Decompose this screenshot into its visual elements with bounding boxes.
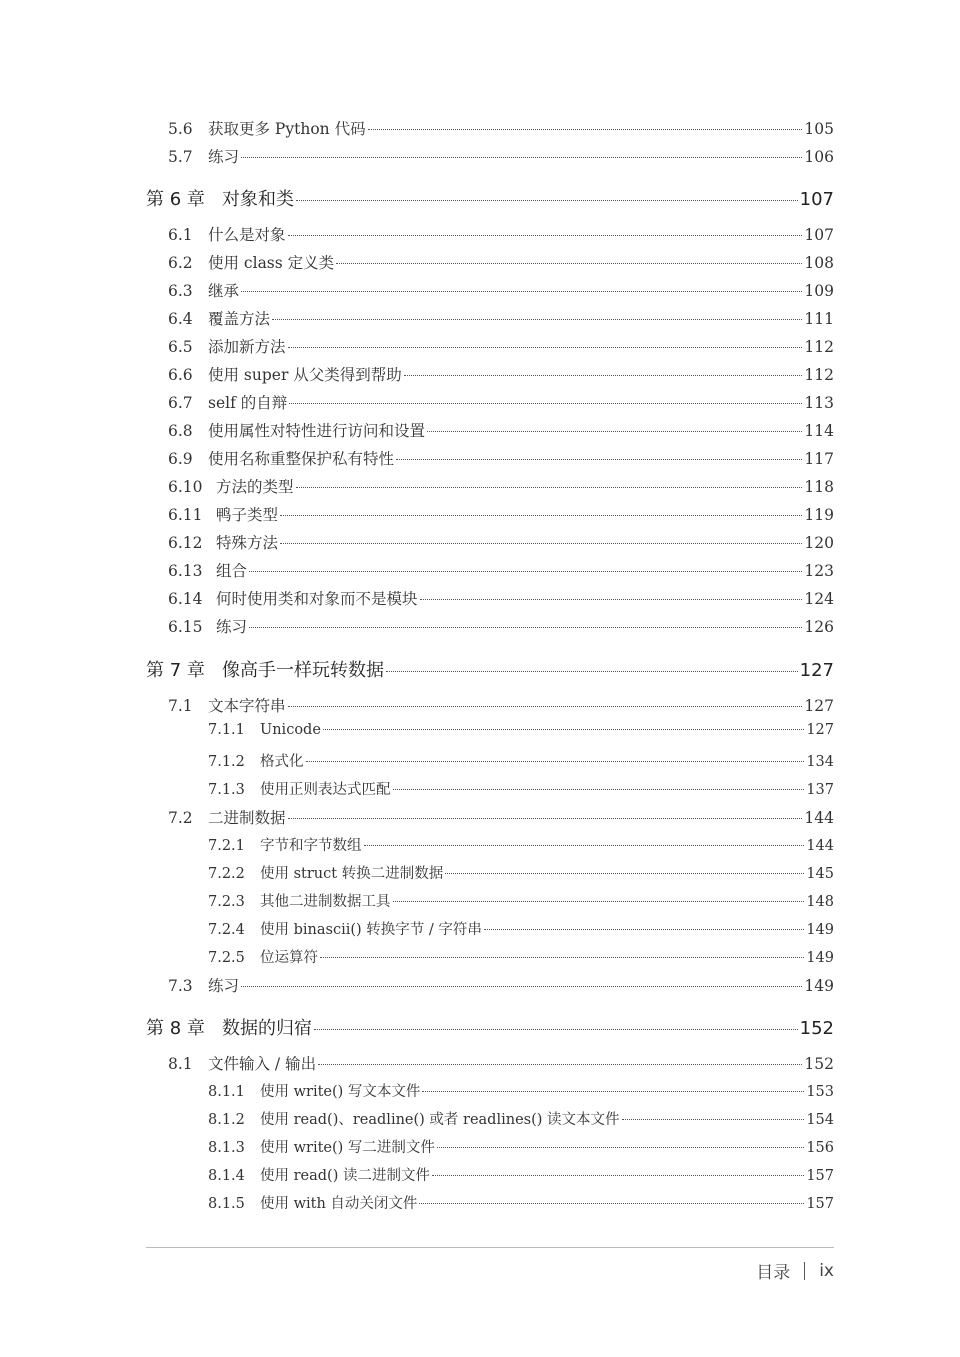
leader-dots: [422, 1091, 804, 1092]
toc-entry[interactable]: [168, 559, 834, 581]
entry-page: 126: [804, 618, 834, 636]
leader-dots: [296, 487, 803, 488]
entry-page: 127: [799, 660, 834, 681]
entry-title: 添加新方法: [208, 338, 286, 356]
entry-page: 109: [804, 282, 834, 300]
toc-entry[interactable]: [168, 391, 834, 413]
entry-number: 8.1.2: [208, 1112, 245, 1128]
leader-dots: [288, 818, 803, 819]
leader-dots: [288, 347, 803, 348]
toc-subentry[interactable]: [208, 1136, 834, 1157]
entry-number: 8.1.1: [208, 1084, 245, 1100]
entry-number: 6.9: [168, 450, 193, 468]
toc-entry[interactable]: [168, 531, 834, 553]
entry-page: 157: [806, 1168, 834, 1184]
entry-number: 8.1.3: [208, 1140, 245, 1156]
entry-page: 124: [804, 590, 834, 608]
entry-number: 5.6: [168, 120, 193, 138]
entry-page: 106: [804, 148, 834, 166]
toc-subentry[interactable]: [208, 722, 834, 738]
entry-number: 7.2.3: [208, 894, 245, 910]
entry-page: 144: [806, 838, 834, 854]
entry-page: 149: [804, 977, 834, 995]
leader-dots: [445, 873, 804, 874]
leader-dots: [427, 431, 802, 432]
leader-dots: [289, 403, 802, 404]
toc-subentry[interactable]: [208, 1192, 834, 1213]
toc-entry[interactable]: [168, 1052, 834, 1074]
entry-number: 6.1: [168, 226, 193, 244]
entry-title: 二进制数据: [208, 809, 286, 827]
entry-title: 什么是对象: [208, 226, 286, 244]
toc-entry[interactable]: [168, 447, 834, 469]
page-number: ix: [819, 1260, 834, 1281]
leader-dots: [432, 1175, 804, 1176]
entry-page: 117: [804, 450, 834, 468]
toc-entry[interactable]: [168, 145, 834, 167]
entry-page: 112: [804, 338, 834, 356]
toc-entry[interactable]: [168, 117, 834, 139]
leader-dots: [368, 129, 803, 130]
entry-number: 7.1.2: [208, 754, 245, 770]
entry-number: 6.3: [168, 282, 193, 300]
entry-number: 7.1.3: [208, 782, 245, 798]
footer-section-label: 目录: [756, 1263, 791, 1283]
entry-page: 148: [806, 894, 834, 910]
entry-page: 113: [804, 394, 834, 412]
toc-subentry[interactable]: [208, 946, 834, 967]
entry-title: 使用 write() 写二进制文件: [260, 1140, 435, 1156]
entry-title: Unicode: [260, 722, 321, 738]
leader-dots: [323, 729, 804, 730]
entry-page: 154: [806, 1112, 834, 1128]
entry-number: 6.5: [168, 338, 193, 356]
entry-title: 覆盖方法: [208, 310, 271, 328]
entry-title: 特殊方法: [216, 534, 279, 552]
toc-entry[interactable]: [168, 307, 834, 329]
toc-subentry[interactable]: [208, 834, 834, 855]
leader-dots: [622, 1119, 805, 1120]
toc-entry[interactable]: [168, 419, 834, 441]
entry-title: 继承: [208, 282, 240, 300]
entry-number: 6.2: [168, 254, 193, 272]
leader-dots: [241, 157, 802, 158]
entry-page: 157: [806, 1196, 834, 1212]
toc-entry[interactable]: [168, 615, 834, 637]
entry-title: 练习: [208, 148, 240, 166]
chapter-number: 第 8 章: [146, 1018, 205, 1039]
leader-dots: [249, 627, 802, 628]
leader-dots: [296, 200, 798, 201]
toc-entry[interactable]: [168, 335, 834, 357]
entry-number: 7.2.4: [208, 922, 245, 938]
entry-page: 152: [799, 1018, 834, 1039]
entry-page: 137: [806, 782, 834, 798]
leader-dots: [336, 263, 802, 264]
entry-number: 6.11: [168, 506, 203, 524]
entry-number: 7.1: [168, 697, 193, 715]
entry-title: 练习: [208, 977, 240, 995]
leader-dots: [314, 1029, 798, 1030]
entry-number: 7.2: [168, 809, 193, 827]
entry-number: 7.1.1: [208, 722, 245, 738]
chapter-title: 像高手一样玩转数据: [222, 660, 384, 681]
entry-title: 使用 super 从父类得到帮助: [208, 366, 402, 384]
leader-dots: [318, 1064, 802, 1065]
toc-subentry[interactable]: [208, 890, 834, 911]
leader-dots: [280, 515, 802, 516]
entry-title: 文本字符串: [208, 697, 286, 715]
entry-number: 8.1.4: [208, 1168, 245, 1184]
entry-number: 7.2.5: [208, 950, 245, 966]
entry-title: 使用 binascii() 转换字节 / 字符串: [260, 922, 482, 938]
toc-subentry[interactable]: [208, 918, 834, 939]
leader-dots: [272, 319, 802, 320]
chapter-title: 数据的归宿: [222, 1018, 312, 1039]
entry-page: 120: [804, 534, 834, 552]
chapter-number: 第 6 章: [146, 189, 205, 210]
toc-chapter[interactable]: [146, 1014, 834, 1040]
entry-title: 练习: [216, 618, 248, 636]
toc-entry[interactable]: [168, 279, 834, 301]
entry-number: 6.10: [168, 478, 203, 496]
entry-title: 获取更多 Python 代码: [208, 120, 366, 138]
entry-title: 方法的类型: [216, 478, 294, 496]
leader-dots: [249, 571, 802, 572]
entry-number: 5.7: [168, 148, 193, 166]
entry-title: 使用 struct 转换二进制数据: [260, 866, 444, 882]
leader-dots: [364, 845, 805, 846]
toc-subentry[interactable]: [208, 862, 834, 883]
entry-page: 119: [804, 506, 834, 524]
entry-page: 144: [804, 809, 834, 827]
entry-title: 使用正则表达式匹配: [260, 782, 391, 798]
entry-page: 149: [806, 922, 834, 938]
entry-title: 使用名称重整保护私有特性: [208, 450, 395, 468]
entry-page: 127: [806, 722, 834, 738]
toc-entry[interactable]: [168, 974, 834, 996]
entry-title: 文件输入 / 输出: [208, 1055, 317, 1073]
entry-title: self 的自辩: [208, 394, 288, 412]
entry-title: 组合: [216, 562, 248, 580]
entry-page: 149: [806, 950, 834, 966]
entry-title: 鸭子类型: [216, 506, 279, 524]
entry-title: 使用 read()、readline() 或者 readlines() 读文本文件: [260, 1112, 620, 1128]
entry-number: 6.15: [168, 618, 203, 636]
leader-dots: [288, 235, 803, 236]
toc-entry[interactable]: [168, 503, 834, 525]
entry-page: 108: [804, 254, 834, 272]
entry-number: 7.2.2: [208, 866, 245, 882]
toc-subentry[interactable]: [208, 750, 834, 771]
entry-number: 8.1.5: [208, 1196, 245, 1212]
entry-number: 6.8: [168, 422, 193, 440]
toc-chapter[interactable]: [146, 656, 834, 682]
leader-dots: [241, 986, 802, 987]
entry-title: 使用 class 定义类: [208, 254, 335, 272]
entry-page: 112: [804, 366, 834, 384]
entry-title: 使用 with 自动关闭文件: [260, 1196, 418, 1212]
leader-dots: [280, 543, 802, 544]
toc-subentry[interactable]: [208, 1164, 834, 1185]
toc-entry[interactable]: [168, 251, 834, 273]
leader-dots: [306, 761, 805, 762]
toc-entry[interactable]: [168, 363, 834, 385]
entry-page: 153: [806, 1084, 834, 1100]
leader-dots: [437, 1147, 804, 1148]
toc-entry[interactable]: [168, 806, 834, 828]
entry-page: 107: [799, 189, 834, 210]
toc-entry[interactable]: [168, 475, 834, 497]
entry-number: 6.12: [168, 534, 203, 552]
toc-entry[interactable]: [168, 694, 834, 716]
entry-number: 6.14: [168, 590, 203, 608]
leader-dots: [393, 901, 805, 902]
entry-number: 6.4: [168, 310, 193, 328]
entry-page: 156: [806, 1140, 834, 1156]
entry-page: 118: [804, 478, 834, 496]
leader-dots: [404, 375, 803, 376]
entry-page: 107: [804, 226, 834, 244]
entry-title: 位运算符: [260, 950, 318, 966]
entry-number: 6.7: [168, 394, 193, 412]
entry-number: 7.3: [168, 977, 193, 995]
toc-chapter[interactable]: [146, 185, 834, 211]
chapter-number: 第 7 章: [146, 660, 205, 681]
entry-number: 7.2.1: [208, 838, 245, 854]
leader-dots: [419, 1203, 804, 1204]
footer-divider: [146, 1247, 834, 1248]
entry-page: 152: [804, 1055, 834, 1073]
leader-dots: [241, 291, 802, 292]
entry-title: 使用 write() 写文本文件: [260, 1084, 421, 1100]
chapter-title: 对象和类: [222, 189, 294, 210]
entry-page: 111: [804, 310, 834, 328]
footer-separator: [804, 1262, 805, 1280]
leader-dots: [420, 599, 803, 600]
entry-title: 何时使用类和对象而不是模块: [216, 590, 418, 608]
leader-dots: [288, 706, 803, 707]
toc-subentry[interactable]: [208, 778, 834, 799]
toc-subentry[interactable]: [208, 1108, 834, 1129]
entry-page: 105: [804, 120, 834, 138]
leader-dots: [386, 671, 798, 672]
page-footer: [756, 1258, 834, 1283]
entry-title: 使用属性对特性进行访问和设置: [208, 422, 426, 440]
entry-title: 其他二进制数据工具: [260, 894, 391, 910]
leader-dots: [396, 459, 802, 460]
entry-page: 134: [806, 754, 834, 770]
leader-dots: [484, 929, 804, 930]
entry-number: 6.13: [168, 562, 203, 580]
entry-page: 114: [804, 422, 834, 440]
leader-dots: [320, 957, 804, 958]
leader-dots: [393, 789, 805, 790]
toc-subentry[interactable]: [208, 1080, 834, 1101]
entry-page: 127: [804, 697, 834, 715]
entry-page: 123: [804, 562, 834, 580]
entry-title: 使用 read() 读二进制文件: [260, 1168, 430, 1184]
entry-page: 145: [806, 866, 834, 882]
entry-number: 8.1: [168, 1055, 193, 1073]
toc-entry[interactable]: [168, 587, 834, 609]
entry-number: 6.6: [168, 366, 193, 384]
toc-entry[interactable]: [168, 223, 834, 245]
entry-title: 格式化: [260, 754, 304, 770]
entry-title: 字节和字节数组: [260, 838, 362, 854]
